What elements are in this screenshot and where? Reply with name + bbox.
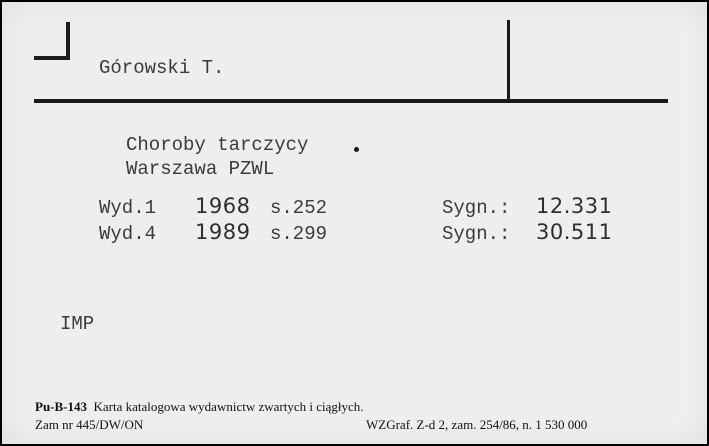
order-number: Zam nr 445/DW/ON	[35, 417, 144, 432]
form-title: Karta katalogowa wydawnictw zwartych i ciągłych.	[93, 399, 364, 414]
place-publisher: Warszawa PZWL	[126, 158, 275, 180]
signature-label: Sygn.:	[442, 223, 511, 245]
location-code: IMP	[60, 313, 95, 335]
signature-label: Sygn.:	[442, 197, 511, 219]
title-bullet	[354, 147, 359, 152]
header-vertical-rule	[507, 20, 510, 102]
edition-label: Wyd.4	[99, 223, 157, 245]
corner-bracket-vertical	[66, 22, 70, 60]
form-code: Pu-B-143	[35, 399, 87, 414]
signature-number: 12.331	[536, 194, 613, 218]
signature-number: 30.511	[536, 220, 613, 244]
edition-pages: s.299	[270, 223, 328, 245]
author-name: Górowski T.	[99, 57, 225, 79]
header-horizontal-rule	[34, 99, 668, 103]
printer-info: WZGraf. Z-d 2, zam. 254/86, n. 1 530 000	[366, 417, 588, 432]
edition-year: 1989	[195, 220, 251, 244]
catalog-card	[2, 2, 707, 444]
corner-bracket-horizontal	[34, 56, 70, 60]
edition-pages: s.252	[270, 197, 328, 219]
edition-label: Wyd.1	[99, 197, 157, 219]
footer-line-1	[35, 399, 364, 415]
edition-year: 1968	[195, 194, 251, 218]
book-title: Choroby tarczycy	[126, 134, 309, 156]
